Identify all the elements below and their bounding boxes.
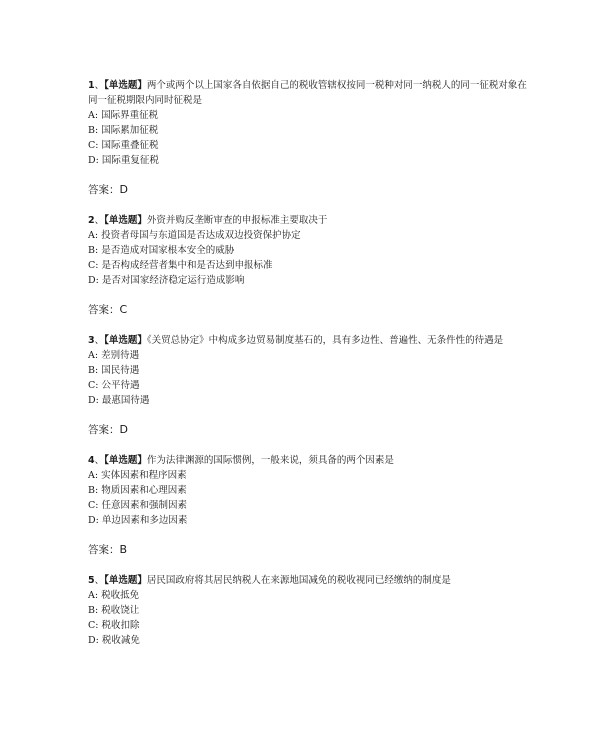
- question-stem: [88, 213, 528, 228]
- answer-label: 答案：: [88, 424, 120, 436]
- option-list: [88, 468, 528, 528]
- option-b: B: 是否造成对国家根本安全的威胁: [88, 245, 235, 256]
- answer-value: C: [119, 303, 128, 316]
- answer-label: 答案：: [88, 184, 120, 196]
- answer-label: 答案：: [88, 304, 120, 316]
- option-c: C: 税收扣除: [88, 620, 140, 631]
- answer-line: [88, 182, 528, 198]
- option-b: B: 物质因素和心理因素: [88, 485, 187, 496]
- option-c: C: 任意因素和强制因素: [88, 500, 187, 511]
- option-d: D: 税收减免: [88, 635, 140, 646]
- option-b: B: 税收饶让: [88, 605, 140, 616]
- question-text: 居民国政府将其居民纳税人在来源地国减免的税收视同已经缴纳的制度是: [146, 575, 451, 586]
- question-number: 2: [88, 215, 95, 226]
- question-number: 3: [88, 335, 95, 346]
- question-text: 两个或两个以上国家各自依据自己的税收管辖权按同一税种对同一纳税人的同一征税对象在同一征税期限内同时征税是: [88, 80, 527, 106]
- question-stem: [88, 453, 528, 468]
- question-2: [88, 213, 528, 318]
- answer-value: B: [119, 543, 128, 556]
- question-3: [88, 333, 528, 438]
- option-c: C: 公平待遇: [88, 380, 140, 391]
- question-number: 4: [88, 455, 95, 466]
- question-separator: 、: [94, 335, 105, 346]
- question-type: 【单选题】: [104, 80, 147, 91]
- question-text: 外资并购反垄断审查的申报标准主要取决于: [146, 215, 328, 226]
- question-type: 【单选题】: [104, 455, 147, 466]
- question-type: 【单选题】: [104, 335, 147, 346]
- question-number: 1: [88, 80, 95, 91]
- question-stem: [88, 573, 528, 588]
- option-a: A: 国际界重征税: [88, 110, 159, 121]
- question-separator: 、: [94, 215, 105, 226]
- option-a: A: 差别待遇: [88, 350, 140, 361]
- option-list: [88, 228, 528, 288]
- answer-value: D: [119, 423, 128, 436]
- option-d: D: 单边因素和多边因素: [88, 515, 188, 526]
- option-d: D: 国际重复征税: [88, 155, 159, 166]
- option-b: B: 国民待遇: [88, 365, 140, 376]
- option-list: [88, 348, 528, 408]
- option-a: A: 税收抵免: [88, 590, 140, 601]
- question-separator: 、: [94, 575, 105, 586]
- exam-page: [88, 78, 528, 648]
- question-stem: [88, 333, 528, 348]
- option-b: B: 国际累加征税: [88, 125, 159, 136]
- question-4: [88, 453, 528, 558]
- option-c: C: 国际重叠征税: [88, 140, 159, 151]
- option-a: A: 投资者母国与东道国是否达成双边投资保护协定: [88, 230, 301, 241]
- question-text: 《关贸总协定》中构成多边贸易制度基石的，具有多边性、普遍性、无条件性的待遇是: [146, 335, 504, 346]
- option-a: A: 实体因素和程序因素: [88, 470, 187, 481]
- answer-value: D: [119, 183, 128, 196]
- answer-line: [88, 422, 528, 438]
- question-type: 【单选题】: [104, 575, 147, 586]
- question-stem: [88, 78, 528, 108]
- question-1: [88, 78, 528, 198]
- answer-line: [88, 542, 528, 558]
- option-d: D: 是否对国家经济稳定运行造成影响: [88, 275, 245, 286]
- answer-label: 答案：: [88, 544, 120, 556]
- question-5: [88, 573, 528, 648]
- question-text: 作为法律渊源的国际惯例，一般来说，须具备的两个因素是: [146, 455, 394, 466]
- option-c: C: 是否构成经营者集中和是否达到申报标准: [88, 260, 273, 271]
- question-separator: 、: [94, 455, 105, 466]
- option-d: D: 最惠国待遇: [88, 395, 150, 406]
- option-list: [88, 108, 528, 168]
- question-separator: 、: [94, 80, 105, 91]
- question-type: 【单选题】: [104, 215, 147, 226]
- answer-line: [88, 302, 528, 318]
- option-list: [88, 588, 528, 648]
- question-number: 5: [88, 575, 95, 586]
